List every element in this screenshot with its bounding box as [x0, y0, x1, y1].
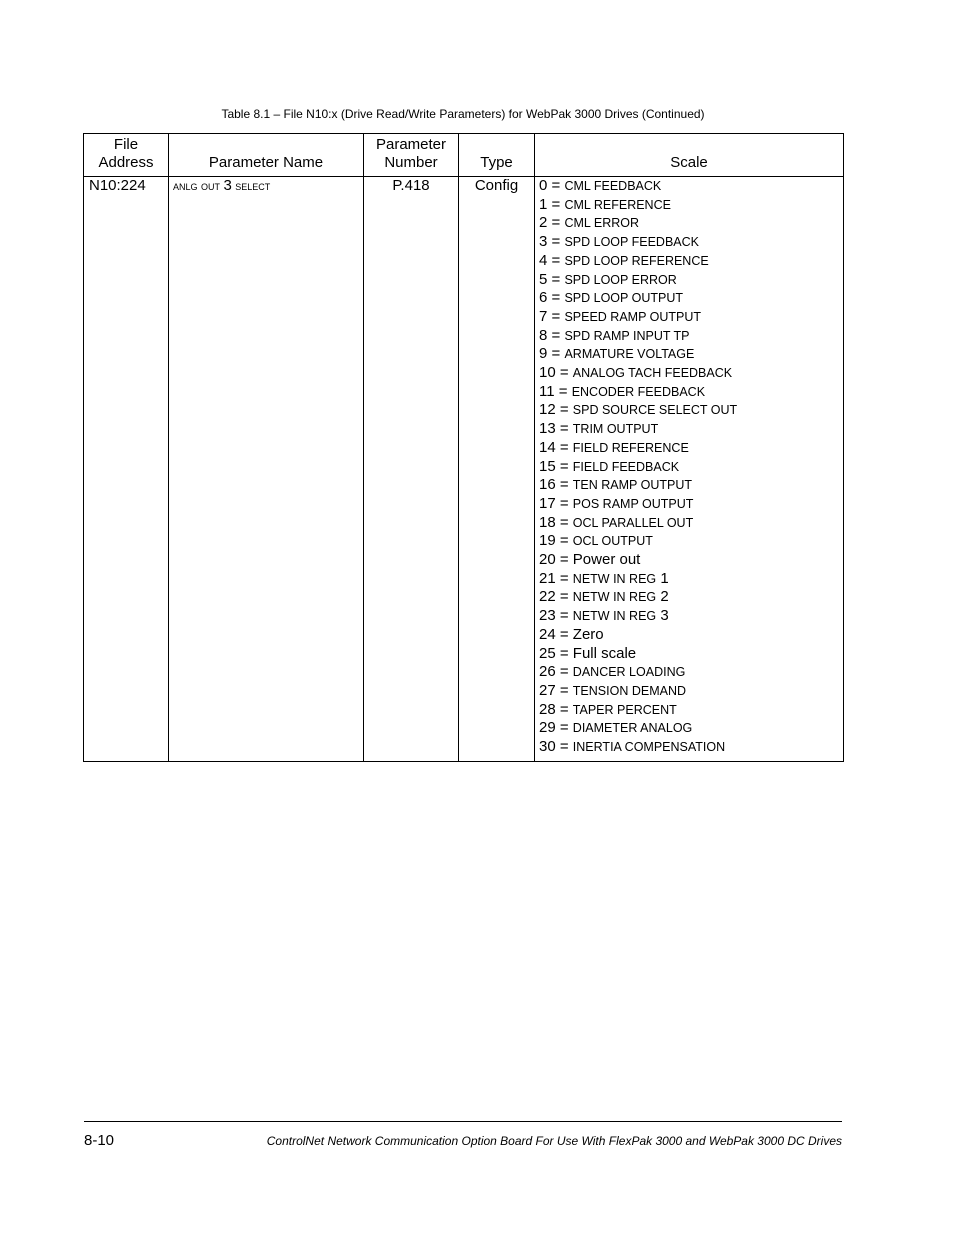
scale-item: 25 = Full scale — [539, 644, 637, 662]
scale-item-label: ENCODER FEEDBACK — [571, 384, 706, 399]
scale-item: 27 = TENSION DEMAND — [539, 681, 686, 699]
scale-item: 28 = TAPER PERCENT — [539, 700, 677, 718]
scale-item-label: TRIM OUTPUT — [572, 422, 659, 437]
header-file-address-line1: File — [113, 136, 139, 153]
scale-item-number: 15 — [539, 457, 556, 475]
scale-item-label: NETW IN REG — [572, 609, 657, 624]
scale-item-label: TEN RAMP OUTPUT — [572, 478, 693, 493]
scale-item: 9 = ARMATURE VOLTAGE — [539, 345, 695, 363]
scale-item: 20 = Power out — [539, 551, 641, 569]
scale-item: 11 = ENCODER FEEDBACK — [539, 382, 706, 400]
scale-list — [535, 177, 843, 761]
scale-item-label: Zero — [572, 625, 604, 643]
scale-item-number: 18 — [539, 513, 556, 531]
scale-item: 17 = POS RAMP OUTPUT — [539, 494, 694, 512]
scale-item-number: 12 — [539, 401, 556, 419]
scale-item-label: DANCER LOADING — [572, 665, 686, 680]
file-address-cell: N10:224 — [84, 177, 169, 762]
scale-item: 7 = SPEED RAMP OUTPUT — [539, 307, 702, 325]
scale-item-label: OCL OUTPUT — [572, 534, 653, 549]
scale-item: 0 = CML FEEDBACK — [539, 177, 662, 194]
scale-item-label: SPD LOOP REFERENCE — [564, 253, 709, 268]
scale-item-label: SPD SOURCE SELECT OUT — [572, 403, 738, 418]
scale-item-label: SPD LOOP OUTPUT — [564, 291, 683, 306]
scale-item-number: 20 — [539, 551, 556, 569]
scale-item-label: SPD RAMP INPUT TP — [564, 328, 690, 343]
scale-item-number: 28 — [539, 700, 556, 718]
scale-item: 5 = SPD LOOP ERROR — [539, 270, 677, 288]
scale-item-number: 17 — [539, 494, 556, 512]
parameter-name-cell — [169, 177, 364, 762]
scale-item-number: 13 — [539, 420, 556, 438]
scale-item-suffix: 1 — [660, 569, 669, 587]
scale-item-label: CML ERROR — [564, 216, 639, 231]
scale-item: 26 = DANCER LOADING — [539, 663, 686, 681]
scale-item-label: CML FEEDBACK — [564, 179, 662, 193]
scale-item-number: 8 — [539, 326, 548, 344]
scale-item-number: 23 — [539, 607, 556, 625]
scale-item-number: 29 — [539, 719, 556, 737]
scale-item-number: 1 — [539, 195, 548, 213]
scale-item-label: SPD LOOP FEEDBACK — [564, 235, 699, 250]
scale-item: 10 = ANALOG TACH FEEDBACK — [539, 364, 733, 382]
scale-item-number: 25 — [539, 644, 556, 662]
scale-item-label: NETW IN REG — [572, 590, 657, 605]
scale-item-label: CML REFERENCE — [564, 197, 671, 212]
header-scale: Scale — [535, 134, 844, 177]
parameter-name-number: 3 — [223, 177, 232, 194]
scale-item-number: 2 — [539, 214, 548, 232]
scale-item-label: FIELD REFERENCE — [572, 440, 689, 455]
scale-item-number: 11 — [539, 382, 555, 400]
table-caption: Table 8.1 – File N10:x (Drive Read/Write Parameters) for WebPak 3000 Drives (Continued) — [221, 107, 705, 121]
scale-cell — [535, 177, 844, 762]
scale-item: 14 = FIELD REFERENCE — [539, 438, 689, 456]
footer-divider — [84, 1121, 842, 1122]
scale-item-label: SPEED RAMP OUTPUT — [564, 309, 702, 324]
scale-item-label: TAPER PERCENT — [572, 702, 677, 717]
scale-item-label: FIELD FEEDBACK — [572, 459, 680, 474]
scale-item-number: 0 — [539, 177, 548, 194]
header-parameter-number — [364, 134, 459, 177]
scale-item-number: 6 — [539, 289, 548, 307]
scale-item: 2 = CML ERROR — [539, 214, 639, 232]
scale-item-number: 9 — [539, 345, 548, 363]
type-cell: Config — [459, 177, 535, 762]
header-parameter-number-line2: Number — [384, 154, 438, 171]
scale-item-label: INERTIA COMPENSATION — [572, 740, 726, 755]
scale-item-suffix: 2 — [660, 588, 669, 606]
scale-item-label: OCL PARALLEL OUT — [572, 515, 694, 530]
scale-item: 3 = SPD LOOP FEEDBACK — [539, 233, 699, 251]
scale-item-number: 27 — [539, 681, 556, 699]
scale-item-number: 14 — [539, 438, 556, 456]
scale-item-number: 30 — [539, 738, 556, 756]
scale-item: 12 = SPD SOURCE SELECT OUT — [539, 401, 738, 419]
table-header-row — [84, 134, 844, 177]
scale-item: 24 = Zero — [539, 625, 604, 643]
scale-item: 15 = FIELD FEEDBACK — [539, 457, 680, 475]
scale-item-number: 4 — [539, 251, 548, 269]
header-parameter-name: Parameter Name — [169, 134, 364, 177]
scale-item: 8 = SPD RAMP INPUT TP — [539, 326, 690, 344]
header-parameter-number-line1: Parameter — [375, 136, 447, 153]
scale-item: 30 = INERTIA COMPENSATION — [539, 738, 726, 756]
header-type: Type — [459, 134, 535, 177]
scale-item-number: 16 — [539, 476, 556, 494]
scale-item: 18 = OCL PARALLEL OUT — [539, 513, 694, 531]
scale-item-number: 21 — [539, 569, 556, 587]
scale-item-label: NETW IN REG — [572, 571, 657, 586]
scale-item: 29 = DIAMETER ANALOG — [539, 719, 693, 737]
parameter-name-part1: anlg out — [173, 179, 224, 193]
scale-item-label: DIAMETER ANALOG — [572, 721, 693, 736]
scale-item-number: 3 — [539, 233, 548, 251]
scale-item: 19 = OCL OUTPUT — [539, 532, 653, 550]
scale-item-suffix: 3 — [660, 607, 669, 625]
scale-item-label: TENSION DEMAND — [572, 683, 686, 698]
scale-item-label: ARMATURE VOLTAGE — [564, 347, 695, 362]
scale-item: 21 = NETW IN REG 1 — [539, 569, 669, 587]
scale-item: 16 = TEN RAMP OUTPUT — [539, 476, 693, 494]
parameter-name-part2: select — [231, 179, 271, 193]
scale-item-label: Full scale — [572, 644, 637, 662]
document-title: ControlNet Network Communication Option Board For Use With FlexPak 3000 and WebPak 3000 DC Drives — [266, 1134, 842, 1148]
header-file-address-line2: Address — [98, 154, 154, 171]
scale-item-number: 5 — [539, 270, 548, 288]
header-file-address — [84, 134, 169, 177]
scale-item: 13 = TRIM OUTPUT — [539, 420, 659, 438]
scale-item-number: 26 — [539, 663, 556, 681]
scale-item-label: SPD LOOP ERROR — [564, 272, 677, 287]
scale-item-label: POS RAMP OUTPUT — [572, 496, 694, 511]
scale-item: 4 = SPD LOOP REFERENCE — [539, 251, 709, 269]
scale-item-label: Power out — [572, 551, 641, 569]
scale-item-number: 10 — [539, 364, 556, 382]
scale-item-label: ANALOG TACH FEEDBACK — [572, 366, 733, 381]
scale-item: 23 = NETW IN REG 3 — [539, 607, 669, 625]
scale-item-number: 19 — [539, 532, 556, 550]
scale-item-number: 22 — [539, 588, 556, 606]
parameters-table — [83, 133, 844, 762]
scale-item: 1 = CML REFERENCE — [539, 195, 671, 213]
scale-item: 22 = NETW IN REG 2 — [539, 588, 669, 606]
page-number: 8-10 — [84, 1132, 115, 1149]
parameter-number-cell: P.418 — [364, 177, 459, 762]
scale-item-number: 24 — [539, 625, 556, 643]
table-row — [84, 177, 844, 762]
scale-item-number: 7 — [539, 307, 548, 325]
scale-item: 6 = SPD LOOP OUTPUT — [539, 289, 683, 307]
